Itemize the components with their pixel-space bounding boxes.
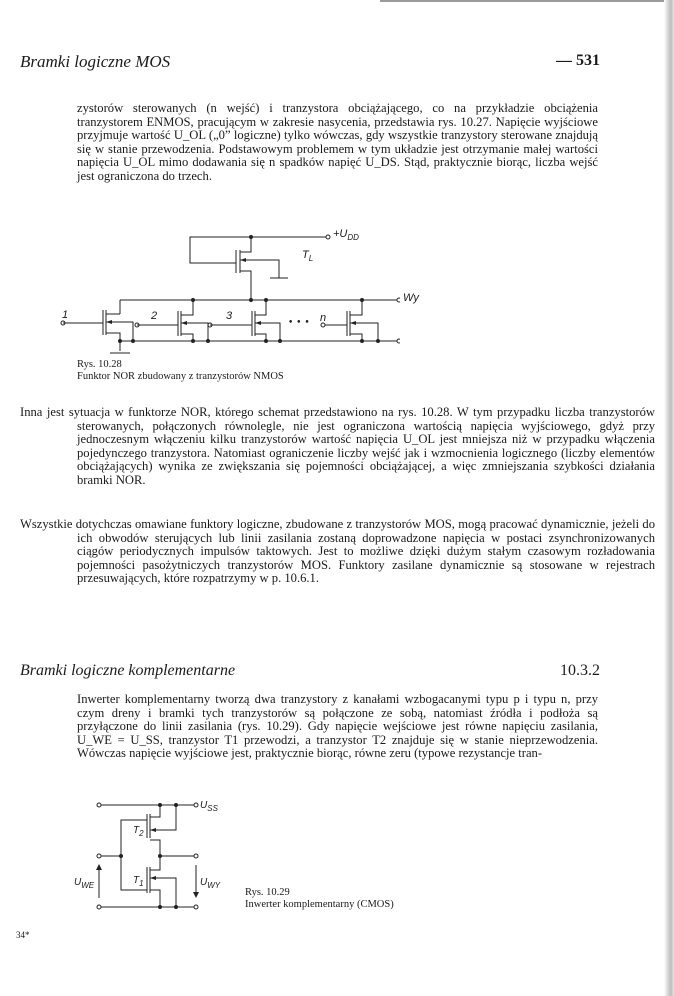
uss-label: $U_{SS}$	[200, 800, 218, 813]
t1-label: $T_1$	[133, 875, 144, 888]
input-label-3: 3	[226, 310, 233, 322]
caption-number: Rys. 10.28	[77, 359, 122, 370]
caption-text: Inwerter komplementarny (CMOS)	[245, 898, 394, 910]
figure-caption-10-29	[245, 887, 394, 910]
section-number: 10.3.2	[560, 662, 600, 679]
page-edge	[664, 0, 674, 996]
load-transistor-label: $T_L$	[302, 249, 314, 264]
output-label: Wy	[403, 292, 419, 304]
page-number: — 531	[556, 52, 600, 69]
input-label-1: 1	[62, 309, 69, 321]
input-label-2: 2	[151, 310, 158, 322]
running-head	[20, 52, 600, 74]
printer-signature: 34*	[16, 930, 30, 940]
page-top-edge	[380, 0, 674, 2]
figure-caption-10-28	[77, 359, 284, 382]
section-heading	[20, 662, 600, 684]
uwe-label: $U_{WE}$	[74, 877, 95, 890]
running-head-title: Bramki logiczne MOS	[20, 52, 171, 71]
caption-text: Funktor NOR zbudowany z tranzystorów NMOS	[77, 370, 284, 382]
section-title: Bramki logiczne komplementarne	[20, 662, 236, 679]
uwy-label: $U_{WY}$	[200, 877, 221, 890]
caption-number: Rys. 10.29	[245, 887, 290, 898]
paragraph-4: Inwerter komplementarny tworzą dwa tranzystory z kanałami wzbogacanymi typu p i typu n, przy czym dreny i bramki tych tranzystorów są połączone ze sobą, natomiast źródła i podłoża są przyłączone do linii zasilania (rys. 10.29). Gdy napięcie wejściowe jest równe napięciu zasilania, U_WE = U_SS, tranzystor T1 przewodzi, a tranzystor T2 znajduje się w stanie nieprzewodzenia. Wówczas napięcie wyjściowe jest, praktycznie biorąc, równe zeru (typowe rezystancje tran-	[77, 692, 598, 761]
supply-label: $+U_{DD}$	[333, 228, 359, 243]
paragraph-2: Inna jest sytuacja w funktorze NOR, którego schemat przedstawiono na rys. 10.28. W tym przypadku liczba tranzystorów sterowanych, połączonych równolegle, nie jest ograniczona wartością napięcia wyjściowego, gdyż przy jednoczesnym włączeniu kilku tranzystorów wartość napięcia U_OL jest mniejsza niż w przypadku włączenia pojedynczego tranzystora. Natomiast ograniczenie liczby wejść jak i wzmocnienia logicznego (liczby elementów obciążających) wynika ze zwiększania się pojemności obciążającej, a więc zmniejszania szybkości działania bramki NOR.	[20, 405, 655, 487]
paragraph-3: Wszystkie dotychczas omawiane funktory logiczne, zbudowane z tranzystorów MOS, mogą pracować dynamicznie, jeżeli do ich obwodów sterujących lub linii zasilania zostaną doprowadzone napięcia w postaci zsynchronizowanych ciągów periodycznych impulsów taktowych. Jest to możliwe dzięki dużym stałym czasowym rozładowania pojemności pasożytniczych tranzystorów MOS. Funktory zasilane dynamicznie są stosowane w rejestrach przesuwających, które rozpatrzymy w p. 10.6.1.	[20, 517, 655, 586]
input-label-n: n	[320, 312, 327, 324]
ellipsis: • • •	[288, 318, 310, 328]
t2-label: $T_2$	[133, 825, 144, 838]
paragraph-1: zystorów sterowanych (n wejść) i tranzystora obciążającego, co na przykładzie obciążenia tranzystorem ENMOS, pracującym w zakresie nasycenia, przedstawia rys. 10.27. Napięcie wyjściowe przyjmuje wartość U_OL („0” logiczne) tylko wówczas, gdy wszystkie tranzystory sterowane znajdują się w stanie przewodzenia. Podstawowym problemem w tym układzie jest otrzymanie małej wartości napięcia U_OL mimo dodawania się n spadków napięć U_DS. Stąd, praktycznie biorąc, liczba wejść jest ograniczona do trzech.	[77, 101, 598, 183]
nor-circuit-diagram	[60, 225, 400, 360]
